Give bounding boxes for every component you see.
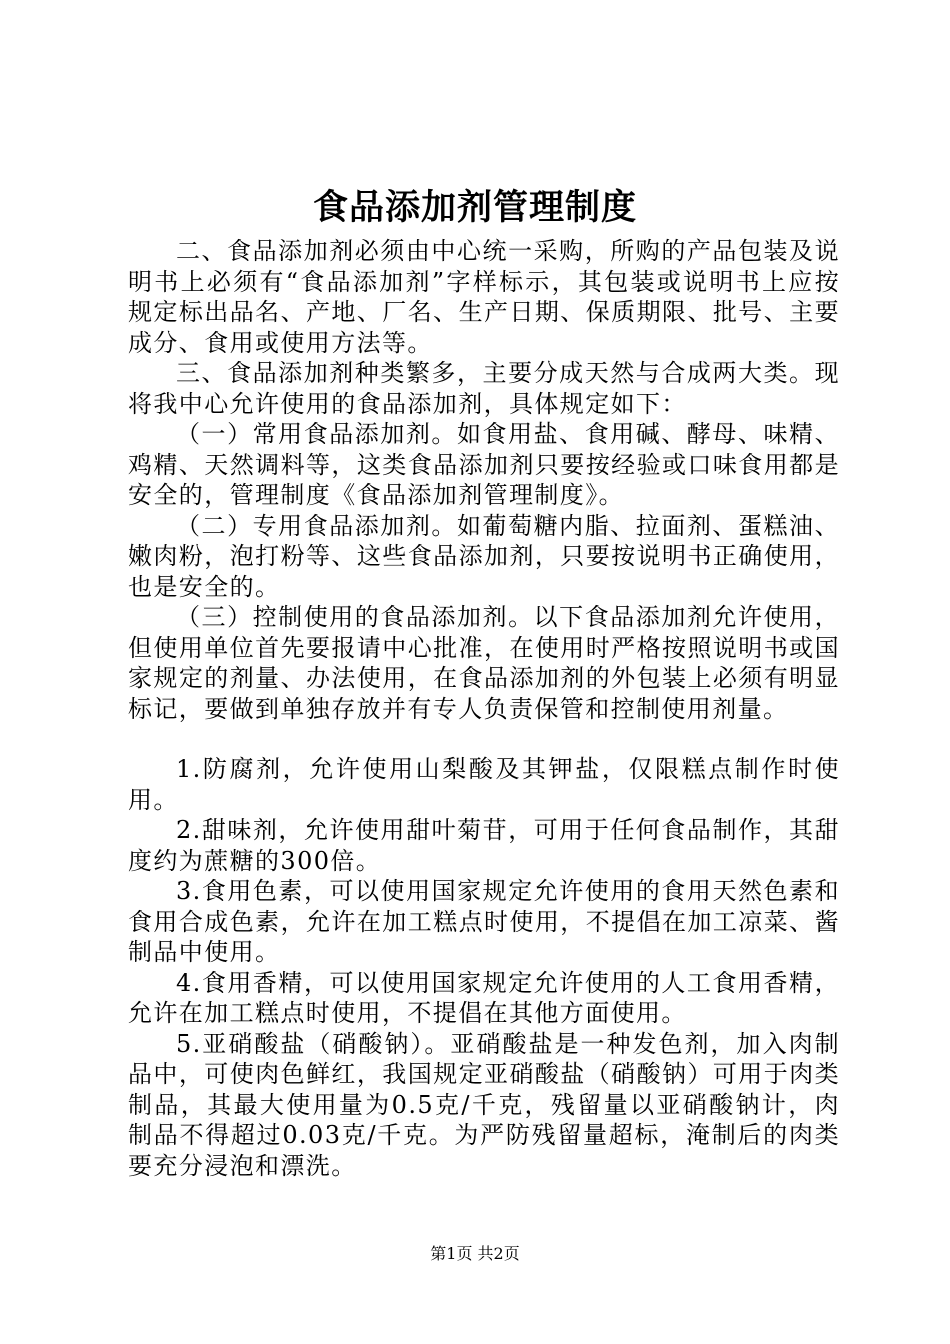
paragraph-categories: 三、食品添加剂种类繁多，主要分成天然与合成两大类。现将我中心允许使用的食品添加剂，具体规定如下： <box>128 359 840 418</box>
list-item-colorant: 3.食用色素，可以使用国家规定允许使用的食用天然色素和食用合成色素，允许在加工糕点时使用，不提倡在加工凉菜、酱制品中使用。 <box>128 877 840 966</box>
list-item-sweetener: 2.甜味剂，允许使用甜叶菊苷，可用于任何食品制作，其甜度约为蔗糖的300倍。 <box>128 816 840 875</box>
paragraph-common-additives: （一）常用食品添加剂。如食用盐、食用碱、酵母、味精、鸡精、天然调料等，这类食品添加剂只要按经验或口味食用都是安全的，管理制度《食品添加剂管理制度》。 <box>128 420 840 509</box>
page-number-footer: 第1页 共2页 <box>430 1244 520 1263</box>
list-item-flavoring: 4.食用香精，可以使用国家规定允许使用的人工食用香精，允许在加工糕点时使用，不提倡在其他方面使用。 <box>128 968 840 1027</box>
document-body <box>128 236 840 1181</box>
document-title: 食品添加剂管理制度 <box>312 187 637 228</box>
list-item-nitrite: 5.亚硝酸盐（硝酸钠）。亚硝酸盐是一种发色剂，加入肉制品中，可使肉色鲜红，我国规定亚硝酸盐（硝酸钠）可用于肉类制品，其最大使用量为0.5克/千克，残留量以亚硝酸钠计，肉制品不得超过0.03克/千克。为严防残留量超标，淹制后的肉类要充分浸泡和漂洗。 <box>128 1029 840 1180</box>
list-item-preservative: 1.防腐剂，允许使用山梨酸及其钾盐，仅限糕点制作时使用。 <box>128 755 840 814</box>
paragraph-special-additives: （二）专用食品添加剂。如葡萄糖内脂、拉面剂、蛋糕油、嫩肉粉，泡打粉等、这些食品添加剂，只要按说明书正确使用，也是安全的。 <box>128 511 840 601</box>
paragraph-spacer <box>128 724 840 754</box>
paragraph-controlled-additives: （三）控制使用的食品添加剂。以下食品添加剂允许使用，但使用单位首先要报请中心批准，在使用时严格按照说明书或国家规定的剂量、办法使用，在食品添加剂的外包装上必须有明显标记，要做到单独存放并有专人负责保管和控制使用剂量。 <box>128 603 840 723</box>
paragraph-procurement: 二、食品添加剂必须由中心统一采购，所购的产品包装及说明书上必须有“食品添加剂”字样标示，其包装或说明书上应按规定标出品名、产地、厂名、生产日期、保质期限、批号、主要成分、食用或使用方法等。 <box>128 237 840 357</box>
